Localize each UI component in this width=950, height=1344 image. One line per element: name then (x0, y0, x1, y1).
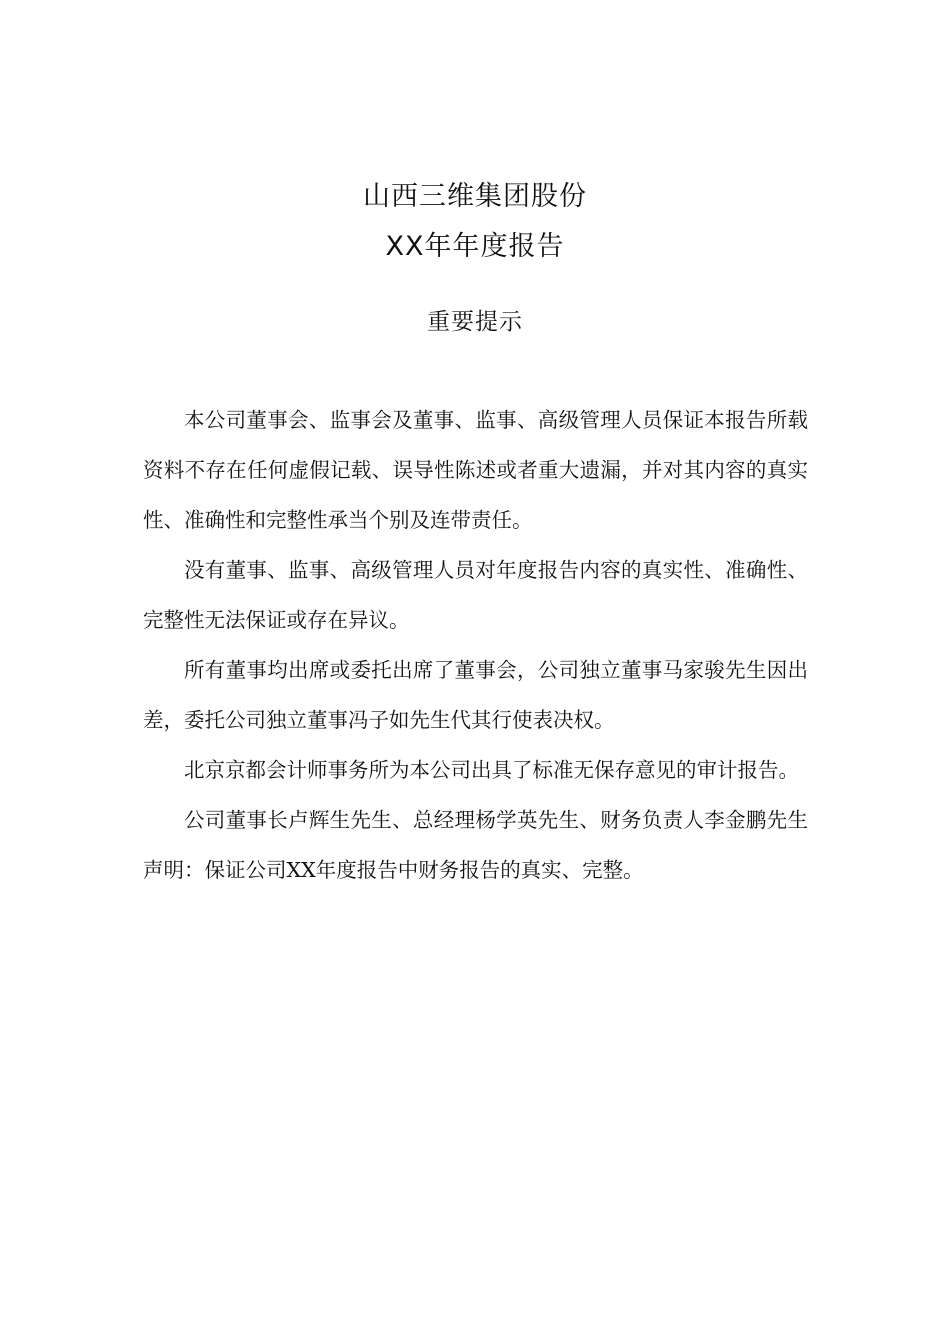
paragraph-board-guarantee: 本公司董事会、监事会及董事、监事、高级管理人员保证本报告所载资料不存在任何虚假记载、误导性陈述或者重大遗漏，并对其内容的真实性、准确性和完整性承当个别及连带责任。 (143, 408, 808, 532)
section-heading: 重要提示 (427, 309, 523, 335)
report-title: XX年年度报告 (385, 231, 565, 262)
company-name: 山西三维集团股份 (363, 181, 587, 212)
paragraph-attendance: 所有董事均出席或委托出席了董事会，公司独立董事马家骏先生因出差，委托公司独立董事冯子如先生代其行使表决权。 (143, 658, 808, 732)
paragraph-no-objection: 没有董事、监事、高级管理人员对年度报告内容的真实性、准确性、完整性无法保证或存在异议。 (143, 558, 808, 632)
paragraph-audit: 北京京都会计师事务所为本公司出具了标准无保存意见的审计报告。 (184, 758, 799, 782)
paragraph-declaration: 公司董事长卢辉生先生、总经理杨学英先生、财务负责人李金鹏先生声明：保证公司XX年度报告中财务报告的真实、完整。 (143, 808, 808, 882)
notice-body (143, 395, 808, 895)
